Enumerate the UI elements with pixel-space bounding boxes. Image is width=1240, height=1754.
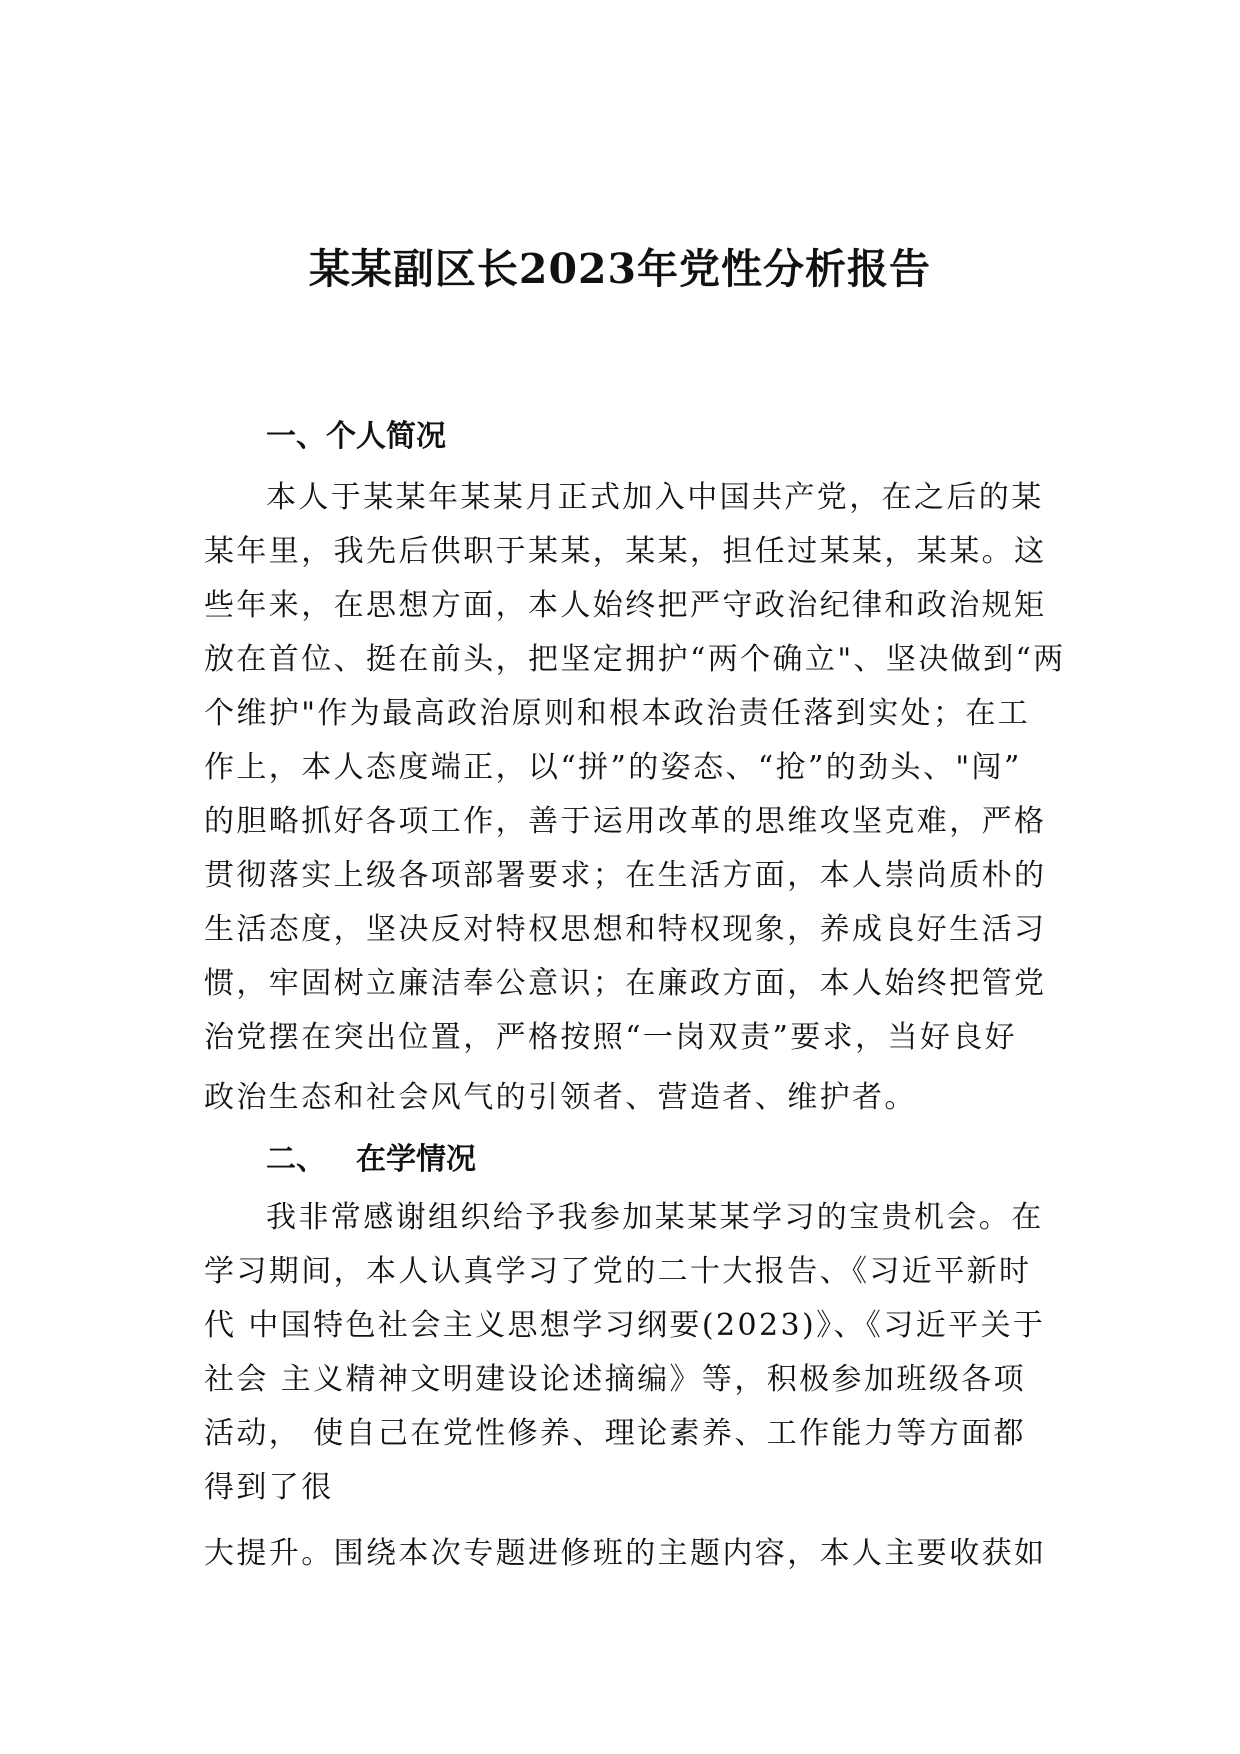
section-title: 个人简况 xyxy=(326,419,446,454)
paragraph-line: 大提升。围绕本次专题进修班的主题内容，本人主要收获如 xyxy=(204,1536,1047,1571)
section-title: 在学情况 xyxy=(356,1142,476,1177)
paragraph-line: 代 中国特色社会主义思想学习纲要(2023)》、《习近平关于 xyxy=(204,1308,1046,1343)
paragraph-line: 惯，牢固树立廉洁奉公意识；在廉政方面，本人始终把管党 xyxy=(204,966,1047,1001)
section-number: 二、 xyxy=(266,1142,326,1177)
paragraph-line: 得到了很 xyxy=(204,1470,334,1505)
section-heading-study-status xyxy=(266,1134,476,1178)
paragraph-line: 生活态度，坚决反对特权思想和特权现象，养成良好生活习 xyxy=(204,912,1047,947)
paragraph-line: 学习期间，本人认真学习了党的二十大报告、《习近平新时 xyxy=(204,1254,1032,1289)
document-title: 某某副区长2023年党性分析报告 xyxy=(308,245,932,293)
paragraph-line: 本人于某某年某某月正式加入中国共产党，在之后的某 xyxy=(266,480,1044,515)
paragraph-line: 些年来，在思想方面，本人始终把严守政治纪律和政治规矩 xyxy=(204,588,1047,623)
section-heading-personal-profile xyxy=(266,411,446,455)
paragraph-line: 放在首位、挺在前头，把坚定拥护“两个确立"、坚决做到“两 xyxy=(204,642,1066,677)
paragraph-line: 作上，本人态度端正，以“拼”的姿态、“抢”的劲头、"闯” xyxy=(204,750,1022,785)
paragraph-line: 我非常感谢组织给予我参加某某某学习的宝贵机会。在 xyxy=(266,1200,1044,1235)
paragraph-line: 个维护"作为最高政治原则和根本政治责任落到实处；在工 xyxy=(204,696,1031,731)
section-number: 一、 xyxy=(266,419,326,454)
paragraph-line: 活动， 使自己在党性修养、理论素养、工作能力等方面都 xyxy=(204,1416,1026,1451)
paragraph-line: 贯彻落实上级各项部署要求；在生活方面，本人崇尚质朴的 xyxy=(204,858,1047,893)
paragraph-line: 某年里，我先后供职于某某，某某，担任过某某，某某。这 xyxy=(204,534,1047,569)
paragraph-line: 政治生态和社会风气的引领者、营造者、维护者。 xyxy=(204,1080,917,1115)
paragraph-line: 治党摆在突出位置，严格按照“一岗双责”要求，当好良好 xyxy=(204,1020,1018,1055)
paragraph-line: 的胆略抓好各项工作，善于运用改革的思维攻坚克难，严格 xyxy=(204,804,1047,839)
paragraph-line: 社会 主义精神文明建设论述摘编》等，积极参加班级各项 xyxy=(204,1362,1026,1397)
